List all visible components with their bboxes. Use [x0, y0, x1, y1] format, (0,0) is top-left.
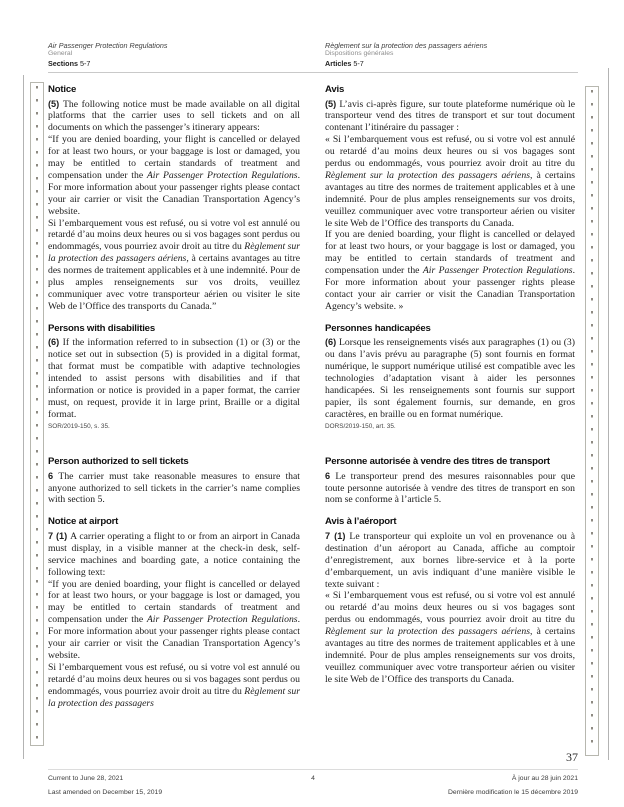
right-margin-rule — [608, 68, 609, 760]
paragraph: 7 (1) Le transporteur qui exploite un vol en provenance ou à destination d’un aéroport au Canada, affiche au comptoir d’enregistrement, aux bornes libre-service et à la porte d’embarquement, un avis indiquant d’une manière visible le texte suivant : — [325, 530, 576, 590]
footer-last-amended: Last amended on December 15, 2019 — [48, 789, 163, 796]
english-column — [48, 84, 300, 709]
section-range-value-fr: 5-7 — [351, 58, 364, 68]
paragraph: “If you are denied boarding, your flight is cancelled or delayed for at least two hours, or your baggage is lost or damaged, you may be entitled to certain standards of treatment and compensation under the Air Passenger Protection Regulations. For more information about your passenger rights please contact your air carrier or visit the Canadian Transportation Agency’s website. — [48, 578, 300, 661]
footer-rule — [48, 769, 578, 770]
french-column — [325, 84, 575, 686]
paragraph: (5) The following notice must be made available on all digital platforms that the carrier uses to sell tickets and on all documents on which the passenger’s itinerary appears: — [48, 98, 301, 134]
footer-derniere-modification: Dernière modification le 15 décembre 2019 — [448, 789, 578, 796]
paragraph: Si l’embarquement vous est refusé, ou si votre vol est annulé ou retardé d’au moins deux heures ou si vos bagages sont perdus ou endommagés, vous pourriez avoir droit au titre du Règlement sur la protection des passagers — [48, 661, 300, 709]
section-range-value-en: 5-7 — [77, 58, 91, 68]
section-range-en — [48, 59, 303, 68]
footer-a-jour: À jour au 28 juin 2021 — [511, 775, 578, 782]
paragraph: 7 (1) A carrier operating a flight to or from an airport in Canada must display, in a visible manner at the check-in desk, self-service machines and boarding gate, a notice containing the following text: — [48, 530, 300, 578]
footer-current-to: Current to June 28, 2021 — [48, 775, 124, 782]
change-bar-dots — [591, 90, 593, 752]
footer-page-number: 4 — [311, 775, 315, 782]
change-bar-left — [30, 82, 44, 746]
section-range-fr — [325, 59, 578, 68]
left-margin-rule — [23, 75, 24, 759]
heading-persons-with-disabilities: Persons with disabilities — [48, 322, 155, 334]
paragraph: (6) Lorsque les renseignements visés aux paragraphes (1) ou (3) ou dans l’avis prévu au paragraphe (5) sont fournis en format numérique, le support numérique utilisé est compatible avec les technologies d’adaptation visant à aider les personnes handicapées. Si les renseignements sont fournis sur support papier, ils sont également fournis, sur demande, en gros caractères, en braille ou en format numérique. — [325, 337, 576, 420]
change-bar-dots — [36, 86, 38, 742]
paragraph: « Si l’embarquement vous est refusé, ou si votre vol est annulé ou retardé d’au moins deux heures ou si vos bagages sont perdus ou endommagés, vous pourriez avoir droit au titre du Règlement sur la protection des passagers aériens, à certains avantages au titre des normes de traitement applicables et à une indemnité. Pour de plus amples renseignements sur vos droits, veuillez communiquer avec votre transporteur aérien ou visiter le site Web de l’Office des transports du Canada. — [325, 590, 576, 685]
document-title-en: Air Passenger Protection Regulations — [48, 41, 168, 50]
part-title-fr: Dispositions générales — [325, 50, 394, 57]
heading-notice-at-airport: Notice at airport — [48, 516, 119, 528]
sheet-number: 37 — [566, 750, 578, 764]
section-range-label-fr: Articles — [325, 58, 352, 68]
paragraph: 6 The carrier must take reasonable measures to ensure that anyone authorized to sell tickets in the carrier’s name complies with section 5. — [48, 470, 300, 506]
part-title-en: General — [48, 50, 73, 57]
paragraph: “If you are denied boarding, your flight is cancelled or delayed for at least two hours, or your baggage is lost or damaged, you may be entitled to certain standards of treatment and compensation under the Air Passenger Protection Regulations. For more information about your passenger rights please contact your air carrier or visit the Canadian Transportation Agency’s website. — [48, 134, 300, 217]
change-bar-right — [585, 86, 599, 756]
document-title-fr: Règlement sur la protection des passagers aériens — [325, 41, 488, 50]
paragraph: Si l’embarquement vous est refusé, ou si votre vol est annulé ou retardé d’au moins deux heures ou si vos bagages sont perdus ou endommagés, vous pourriez avoir droit au titre du Règlement sur la protection des passagers aériens, à certains avantages au titre des normes de traitement applicables et à une indemnité. Pour de plus amples renseignements sur vos droits, veuillez communiquer avec votre transporteur aérien ou visiter le site Web de l’Office des transports du Canada.” — [48, 217, 300, 312]
heading-personnes-handicapees: Personnes handicapées — [325, 322, 431, 334]
heading-notice: Notice — [48, 84, 77, 95]
header-french — [325, 41, 578, 68]
amendment-note: SOR/2019-150, s. 35. — [48, 423, 110, 431]
paragraph: 6 Le transporteur prend des mesures raisonnables pour que toute personne autorisée à vendre des titres de transport en son nom se conforme à l’article 5. — [325, 470, 576, 506]
heading-person-authorized: Person authorized to sell tickets — [48, 456, 189, 468]
paragraph: If you are denied boarding, your flight is cancelled or delayed for at least two hours, or your baggage is lost or damaged, you may be entitled to certain standards of treatment and compensation under the Air Passenger Protection Regulations. For more information about your passenger rights please contact your air carrier or visit the Canadian Transportation Agency’s website. » — [325, 229, 575, 312]
header-english — [48, 41, 303, 68]
paragraph: (5) L’avis ci-après figure, sur toute plateforme numérique où le transporteur vend des titres de transport et sur tout document contenant l’itinéraire du passager : — [325, 98, 576, 134]
amendment-note: DORS/2019-150, art. 35. — [325, 423, 396, 431]
heading-personne-autorisee: Personne autorisée à vendre des titres de transport — [325, 456, 550, 468]
paragraph: « Si l’embarquement vous est refusé, ou si votre vol est annulé ou retardé d’au moins deux heures ou si vos bagages sont perdus ou endommagés, vous pourriez avoir droit au titre du Règlement sur la protection des passagers aériens, à certains avantages au titre des normes de traitement applicables et à une indemnité. Pour de plus amples renseignements sur vos droits, veuillez communiquer avec votre transporteur aérien ou visiter le site Web de l’Office des transports du Canada. — [325, 134, 576, 229]
heading-avis: Avis — [325, 84, 345, 95]
header-rule — [48, 72, 578, 73]
paragraph: (6) If the information referred to in subsection (1) or (3) or the notice set out in subsection (5) is provided in a digital format, that format must be compatible with adaptive technologies intended to assist persons with disabilities and if that information or notice is provided in a paper format, the carrier must, on request, provide it in large print, Braille or a digital format. — [48, 337, 300, 420]
section-range-label-en: Sections — [48, 58, 78, 68]
heading-avis-aeroport: Avis à l’aéroport — [325, 516, 397, 528]
